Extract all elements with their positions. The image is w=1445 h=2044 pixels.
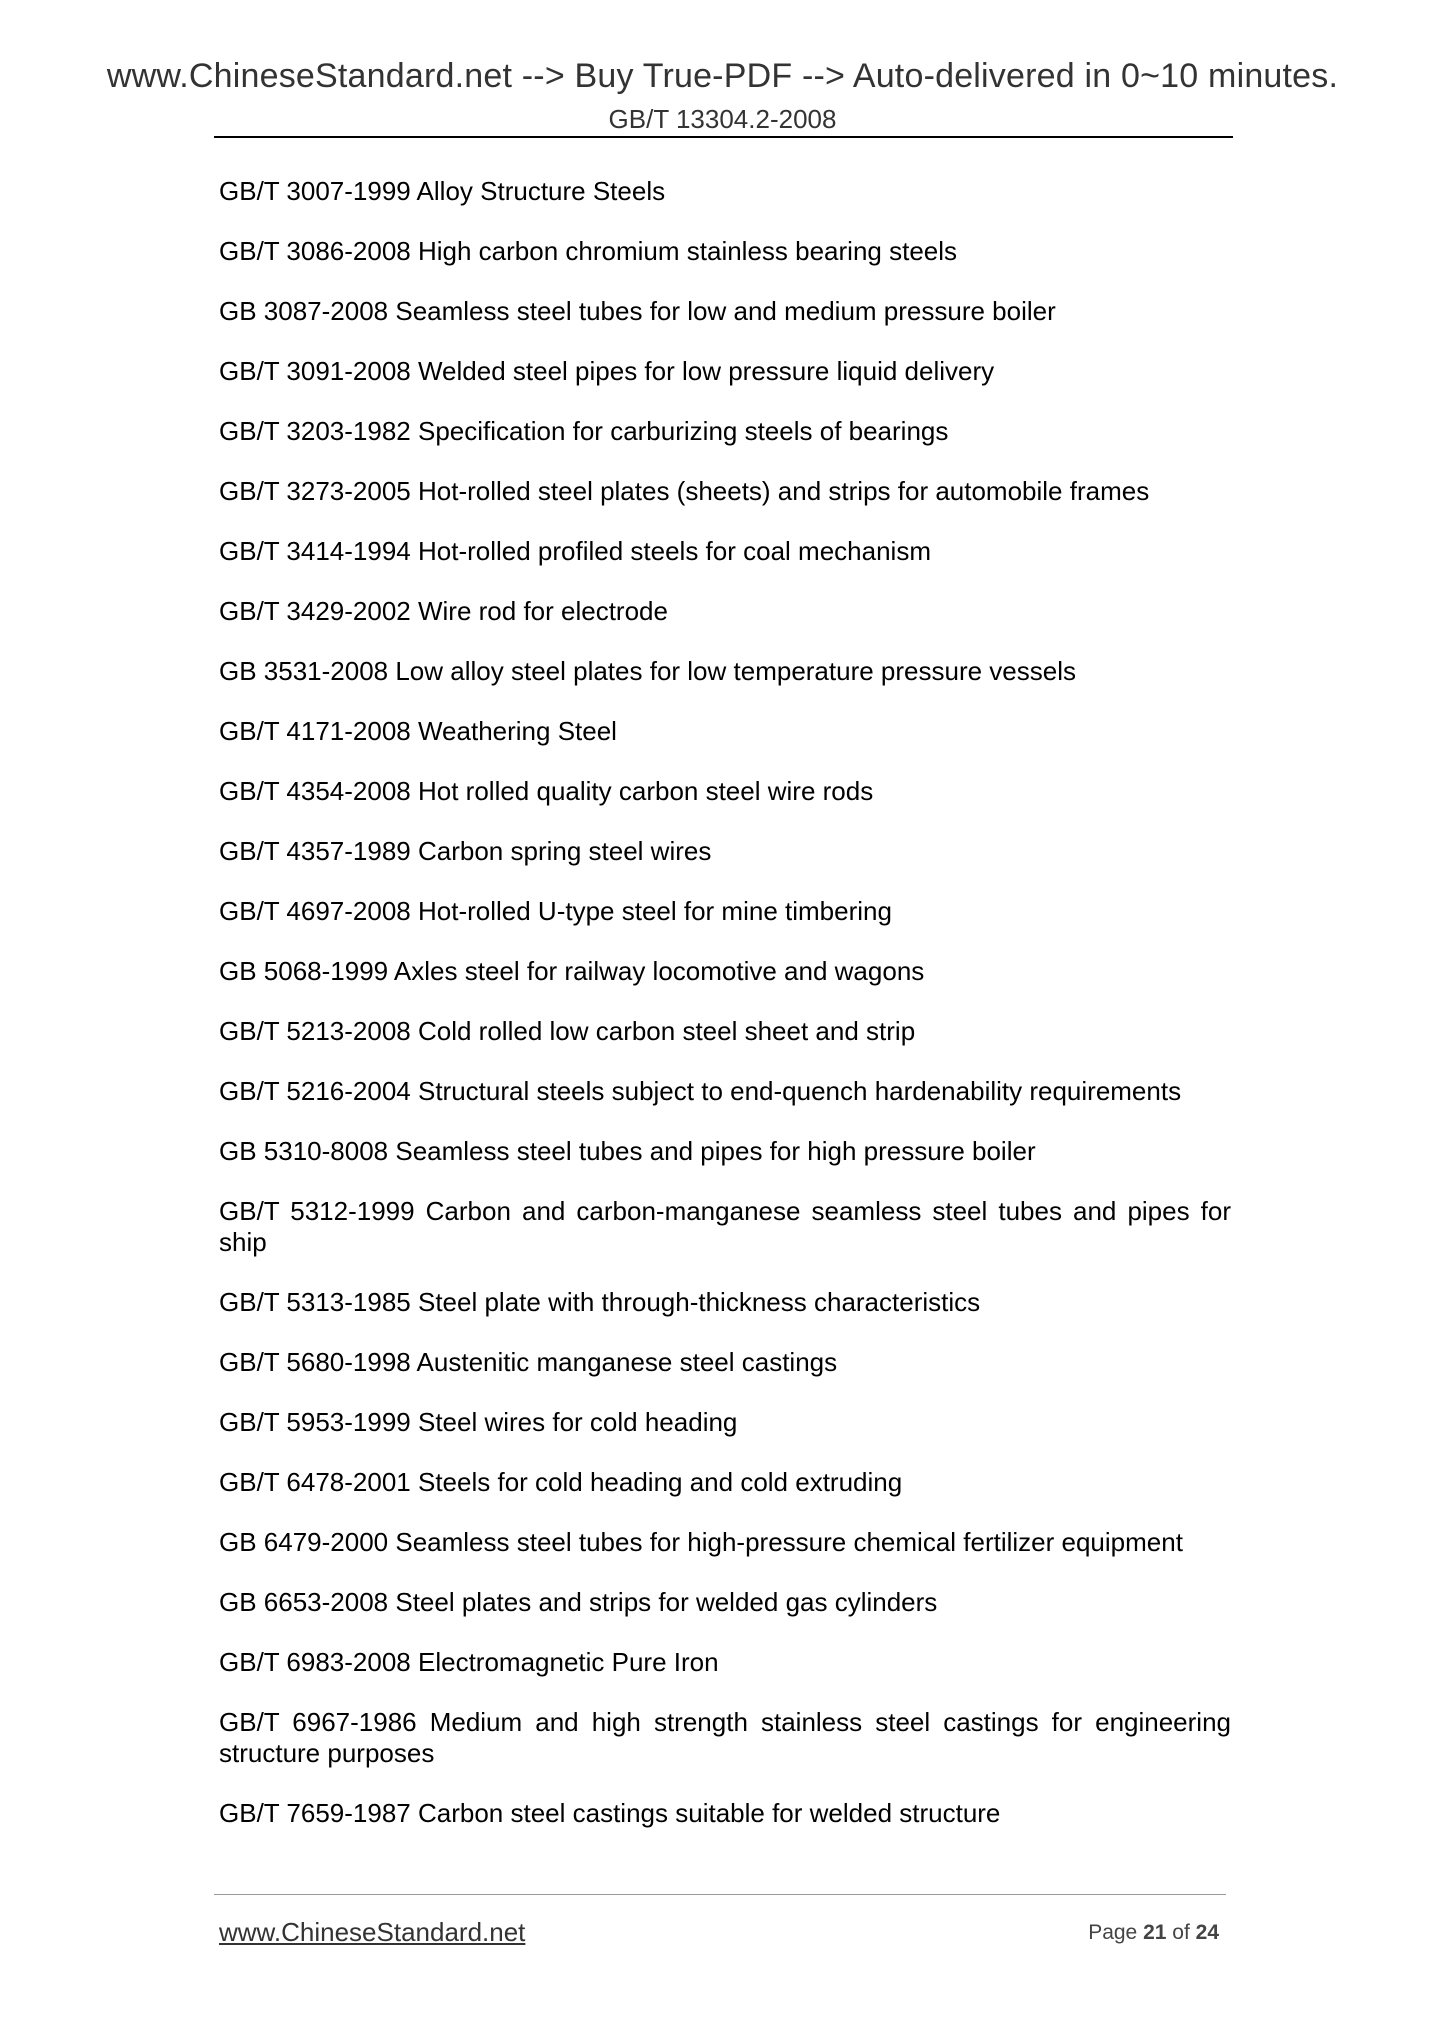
reference-item: GB/T 4697-2008 Hot-rolled U-type steel for mine timbering — [219, 896, 892, 926]
page-number — [1088, 1920, 1219, 1946]
reference-item: GB/T 3273-2005 Hot-rolled steel plates (sheets) and strips for automobile frames — [219, 476, 1150, 506]
reference-item: GB/T 5216-2004 Structural steels subject to end-quench hardenability requirements — [219, 1076, 1182, 1106]
reference-item: GB/T 4171-2008 Weathering Steel — [219, 716, 617, 746]
reference-item: GB/T 3007-1999 Alloy Structure Steels — [219, 176, 666, 206]
page-banner: www.ChineseStandard.net --> Buy True-PDF --> Auto-delivered in 0~10 minutes. — [106, 57, 1339, 95]
footer-divider — [214, 1894, 1226, 1895]
reference-item: GB/T 3414-1994 Hot-rolled profiled steels for coal mechanism — [219, 536, 931, 566]
reference-item: GB/T 5312-1999 Carbon and carbon-manganese seamless steel tubes and pipes for ship — [219, 1196, 1231, 1257]
reference-item: GB/T 6983-2008 Electromagnetic Pure Iron — [219, 1647, 719, 1677]
header-divider — [214, 136, 1233, 138]
total-pages: 24 — [1195, 1921, 1219, 1944]
reference-item: GB/T 4357-1989 Carbon spring steel wires — [219, 836, 712, 866]
reference-item: GB 5310-8008 Seamless steel tubes and pipes for high pressure boiler — [219, 1136, 1036, 1166]
reference-item: GB 3531-2008 Low alloy steel plates for low temperature pressure vessels — [219, 656, 1076, 686]
reference-item: GB 5068-1999 Axles steel for railway locomotive and wagons — [219, 956, 925, 986]
reference-item: GB 6479-2000 Seamless steel tubes for high-pressure chemical fertilizer equipment — [219, 1527, 1183, 1557]
page-label: Page — [1088, 1921, 1138, 1944]
reference-item: GB/T 6478-2001 Steels for cold heading and cold extruding — [219, 1467, 903, 1497]
reference-item: GB/T 5313-1985 Steel plate with through-thickness characteristics — [219, 1287, 981, 1317]
reference-item: GB 3087-2008 Seamless steel tubes for low and medium pressure boiler — [219, 296, 1056, 326]
reference-item: GB/T 4354-2008 Hot rolled quality carbon steel wire rods — [219, 776, 874, 806]
current-page: 21 — [1143, 1921, 1167, 1944]
page-of-label: of — [1172, 1921, 1190, 1944]
reference-item: GB/T 3429-2002 Wire rod for electrode — [219, 596, 668, 626]
footer-site-link[interactable]: www.ChineseStandard.net — [219, 1917, 526, 1947]
reference-item: GB/T 6967-1986 Medium and high strength stainless steel castings for engineering structure purposes — [219, 1707, 1231, 1768]
reference-item: GB/T 5953-1999 Steel wires for cold heading — [219, 1407, 738, 1437]
reference-item: GB/T 3203-1982 Specification for carburizing steels of bearings — [219, 416, 949, 446]
reference-item: GB/T 5680-1998 Austenitic manganese steel castings — [219, 1347, 838, 1377]
reference-item: GB/T 5213-2008 Cold rolled low carbon steel sheet and strip — [219, 1016, 916, 1046]
reference-item: GB/T 3091-2008 Welded steel pipes for low pressure liquid delivery — [219, 356, 995, 386]
standard-code: GB/T 13304.2-2008 — [608, 104, 837, 134]
reference-item: GB 6653-2008 Steel plates and strips for welded gas cylinders — [219, 1587, 938, 1617]
reference-item: GB/T 3086-2008 High carbon chromium stainless bearing steels — [219, 236, 958, 266]
reference-item: GB/T 7659-1987 Carbon steel castings suitable for welded structure — [219, 1798, 1001, 1828]
normative-references-list — [219, 176, 1231, 1858]
